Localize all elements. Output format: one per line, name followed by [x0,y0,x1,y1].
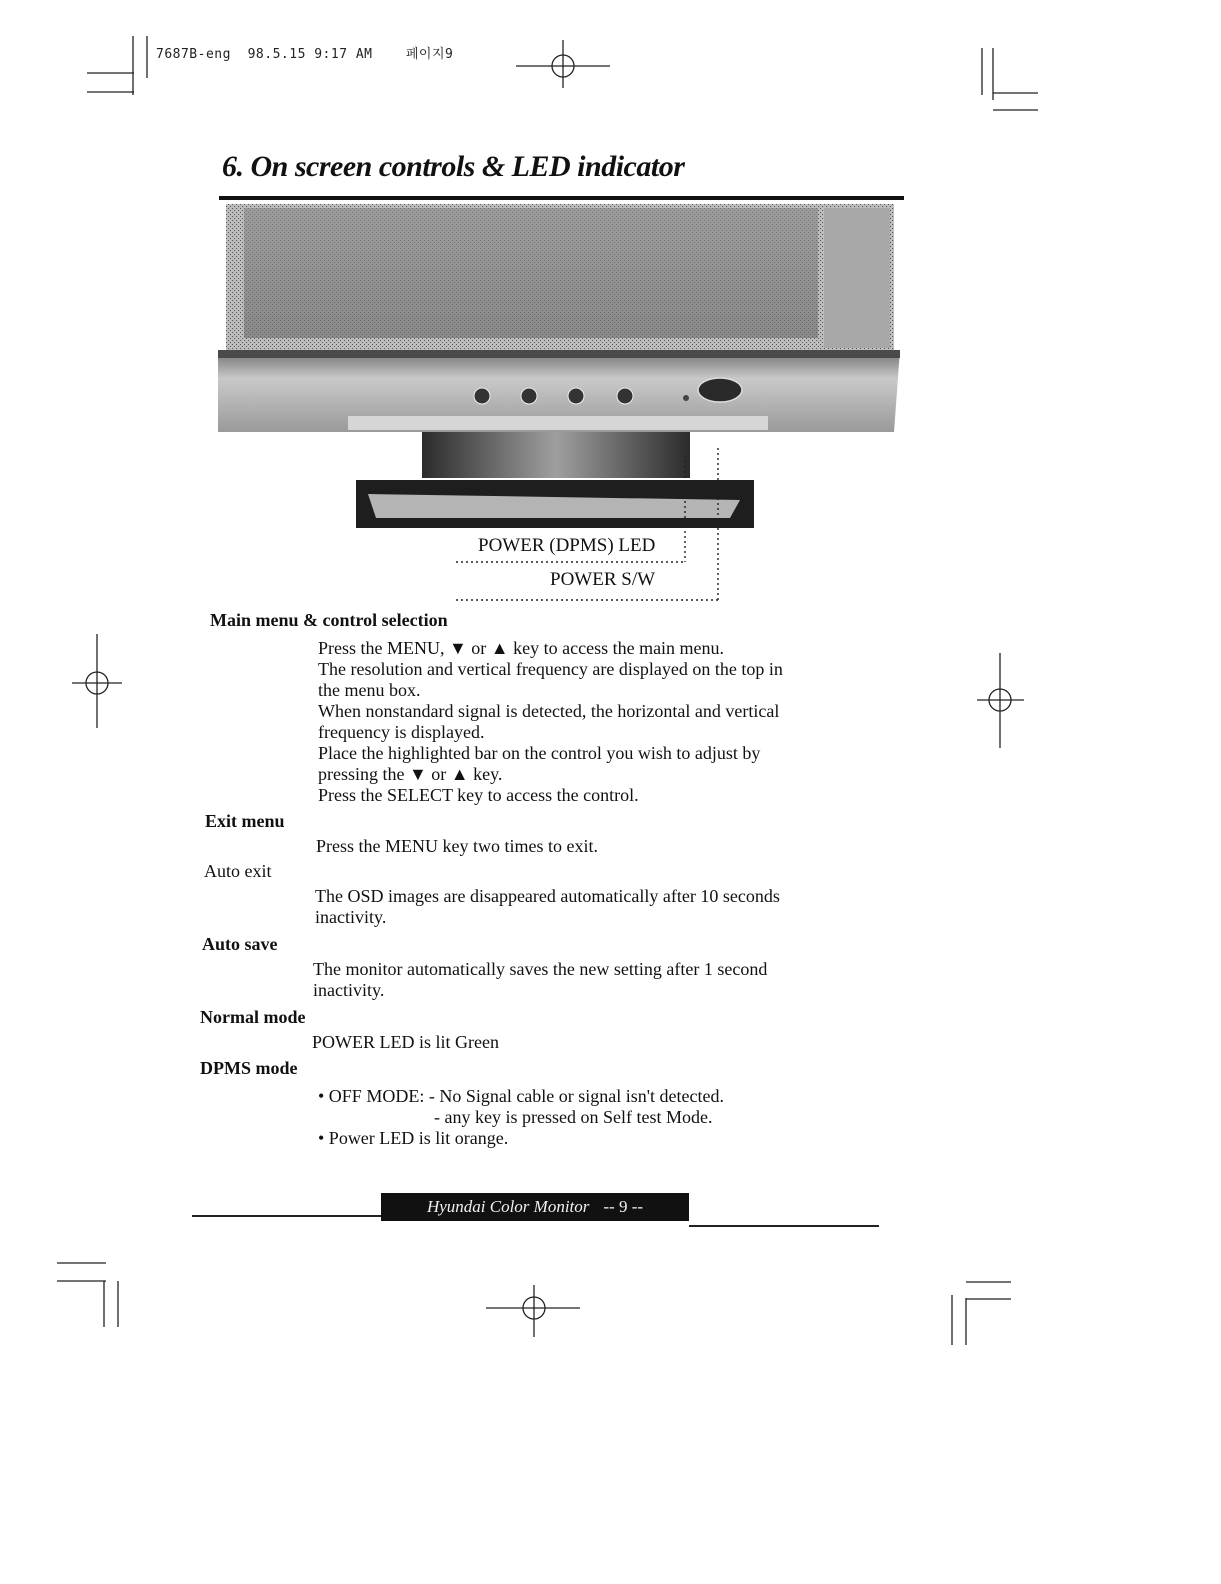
select-button[interactable] [617,388,633,404]
power-switch[interactable] [698,378,742,402]
footer-banner [381,1193,689,1221]
heading-normal-mode: Normal mode [200,1007,306,1027]
callout-power-led: POWER (DPMS) LED [478,535,656,556]
up-button[interactable] [568,388,584,404]
text-line: Press the MENU key two times to exit. [316,836,598,856]
text-line: • OFF MODE: - No Signal cable or signal isn't detected. [318,1086,724,1106]
heading-auto-exit: Auto exit [204,861,272,881]
auto-save-text [313,959,873,1001]
heading-auto-save: Auto save [202,934,278,954]
main-menu-text [318,638,878,806]
text-line: the menu box. [318,680,421,700]
heading-exit-menu: Exit menu [205,811,285,831]
footer-rule-left [192,1215,382,1217]
print-datetime: 98.5.15 9:17 AM [247,47,373,62]
section-title: 6. On screen controls & LED indicator [222,150,685,183]
dpms-mode-text [318,1086,878,1149]
footer-rule-right [689,1225,879,1227]
text-line: The OSD images are disappeared automatically after 10 seconds [315,886,780,906]
text-line: inactivity. [313,980,385,1000]
exit-menu-text [316,836,876,857]
menu-button[interactable] [474,388,490,404]
text-line: pressing the ▼ or ▲ key. [318,764,503,784]
text-line: When nonstandard signal is detected, the horizontal and vertical [318,701,780,721]
text-line: The monitor automatically saves the new setting after 1 second [313,959,768,979]
heading-dpms-mode: DPMS mode [200,1058,298,1078]
print-page-ref: 페이지9 [405,47,454,62]
text-line: POWER LED is lit Green [312,1032,499,1052]
footer-product: Hyundai Color Monitor [426,1197,590,1216]
monitor-neck [422,432,690,478]
down-button[interactable] [521,388,537,404]
text-line: Place the highlighted bar on the control you wish to adjust by [318,743,761,763]
power-led [683,395,689,401]
callout-power-sw: POWER S/W [550,569,656,590]
footer-page-number: -- 9 -- [603,1197,644,1216]
text-line: Press the MENU, ▼ or ▲ key to access the main menu. [318,638,725,658]
auto-exit-text [315,886,875,928]
normal-mode-text [312,1032,872,1053]
text-line: inactivity. [315,907,387,927]
heading-main-menu: Main menu & control selection [210,610,448,630]
monitor-illustration [200,200,920,620]
print-file: 7687B-eng [156,47,231,62]
text-line: The resolution and vertical frequency are displayed on the top in [318,659,783,679]
text-line: Press the SELECT key to access the control. [318,785,639,805]
text-line: • Power LED is lit orange. [318,1128,509,1148]
text-line: - any key is pressed on Self test Mode. [434,1107,713,1127]
text-line: frequency is displayed. [318,722,485,742]
